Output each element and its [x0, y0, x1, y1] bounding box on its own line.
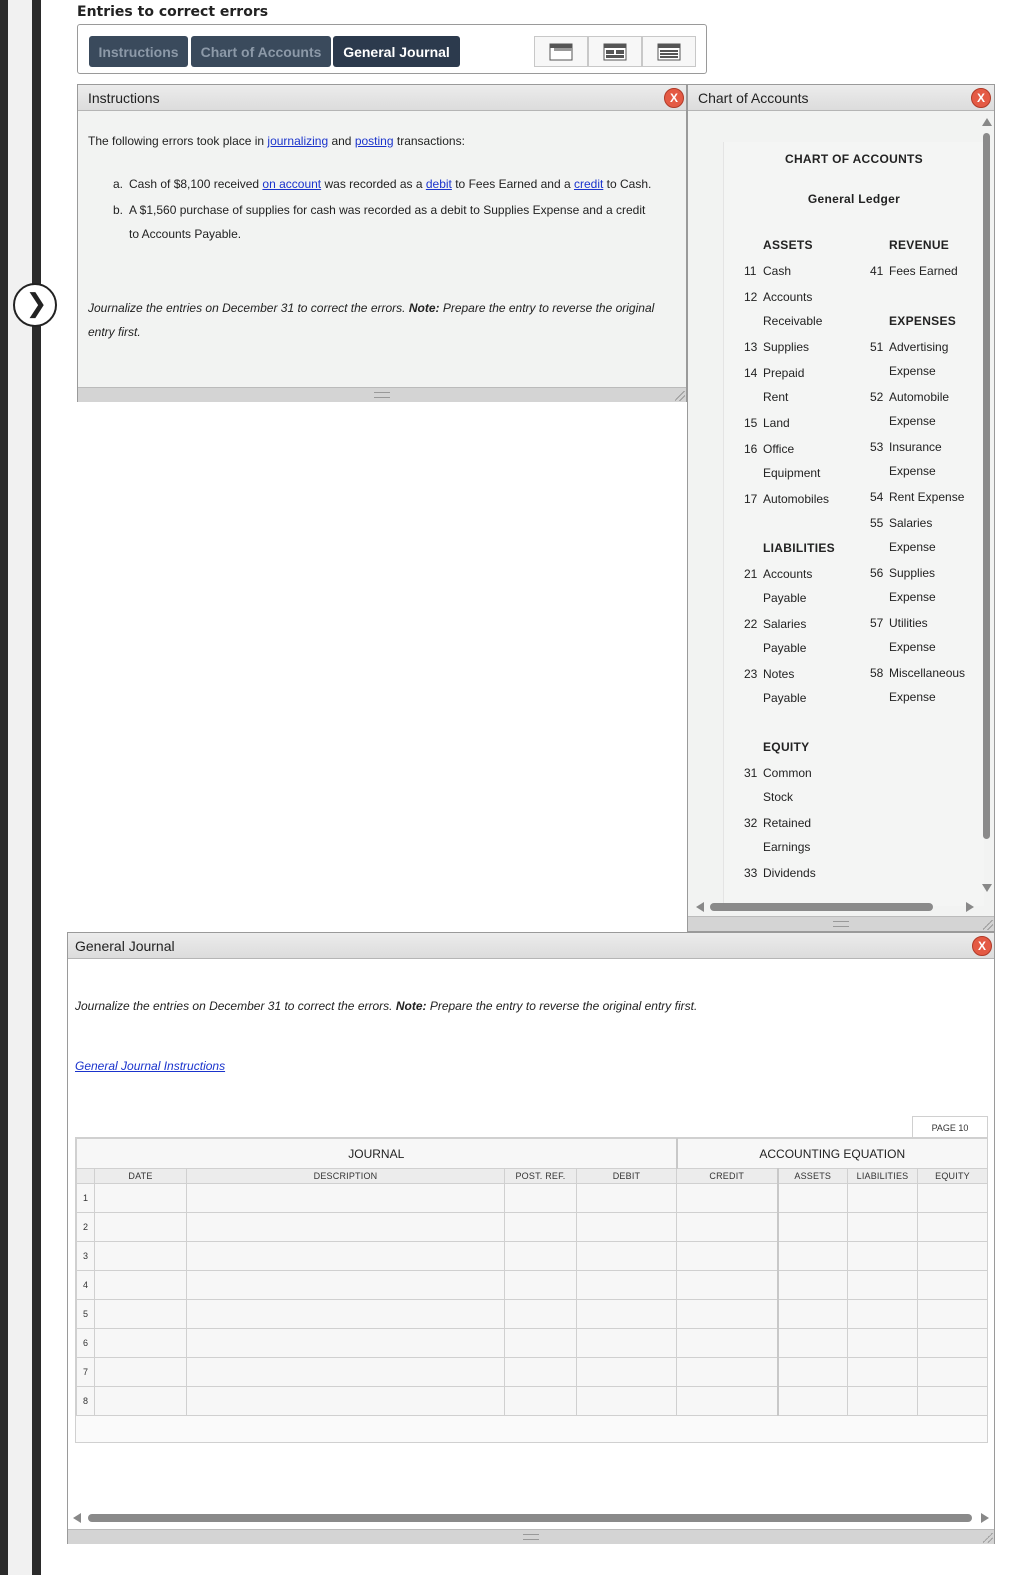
description-cell[interactable] [187, 1184, 505, 1213]
account-name-cont: Expense [889, 690, 936, 704]
debit-cell[interactable] [577, 1271, 677, 1300]
assets-cell[interactable] [778, 1242, 848, 1271]
error-item-b-line2: to Accounts Payable. [129, 227, 242, 241]
account-number: 15 [744, 416, 758, 430]
table-row [77, 1329, 988, 1358]
account-number: 23 [744, 667, 758, 681]
account-name: Utilities [889, 616, 928, 630]
equity-cell[interactable] [918, 1387, 988, 1416]
account-name: Prepaid [763, 366, 805, 380]
account-name: Notes [763, 667, 795, 681]
account-name: Land [763, 416, 790, 430]
assets-cell[interactable] [778, 1213, 848, 1242]
close-icon[interactable]: X [972, 936, 992, 956]
account-name: Insurance [889, 440, 942, 454]
date-cell[interactable] [95, 1329, 187, 1358]
credit-link[interactable]: credit [573, 177, 604, 191]
equity-cell[interactable] [918, 1271, 988, 1300]
account-name-cont: Expense [889, 540, 936, 554]
chart-of-accounts-panel [687, 84, 995, 932]
account-name-cont: Stock [763, 790, 794, 804]
liabilities-cell[interactable] [848, 1387, 918, 1416]
accounting-equation-header: ACCOUNTING EQUATION [677, 1139, 988, 1169]
credit-cell[interactable] [677, 1213, 778, 1242]
account-name-cont: Expense [889, 640, 936, 654]
coa-heading: CHART OF ACCOUNTS [785, 152, 923, 166]
description-cell[interactable] [187, 1387, 505, 1416]
scroll-down-icon[interactable] [982, 884, 992, 892]
on-account-link[interactable]: on account [262, 177, 322, 191]
column-header-debit: DEBIT [577, 1169, 677, 1184]
account-name-cont: Earnings [763, 840, 811, 854]
posting-link[interactable]: posting [354, 134, 394, 148]
account-name-cont: Expense [889, 464, 936, 478]
table-row [77, 1300, 988, 1329]
column-header-date: DATE [95, 1169, 187, 1184]
account-name-cont: Payable [763, 691, 807, 705]
tab-instructions[interactable]: Instructions [89, 36, 188, 67]
account-name-cont: Expense [889, 364, 936, 378]
account-name: Fees Earned [889, 264, 958, 278]
date-cell[interactable] [95, 1271, 187, 1300]
equity-cell[interactable] [918, 1329, 988, 1358]
coa-resize-bar[interactable] [688, 916, 994, 931]
account-number: 33 [744, 866, 758, 880]
credit-cell[interactable] [677, 1387, 778, 1416]
account-number: 21 [744, 567, 758, 581]
account-name: Advertising [889, 340, 949, 354]
assets-heading: ASSETS [763, 238, 813, 252]
account-name: Miscellaneous [889, 666, 966, 680]
scroll-right-icon[interactable] [981, 1513, 989, 1523]
account-number: 31 [744, 766, 758, 780]
assets-cell[interactable] [778, 1358, 848, 1387]
assets-cell[interactable] [778, 1184, 848, 1213]
expand-arrow-icon[interactable]: ❯ [13, 283, 57, 327]
account-number: 12 [744, 290, 758, 304]
assets-cell[interactable] [778, 1329, 848, 1358]
account-name: Dividends [763, 866, 816, 880]
account-name-cont: Payable [763, 641, 807, 655]
row-number: 3 [77, 1242, 95, 1271]
account-number: 57 [870, 616, 884, 630]
debit-cell[interactable] [577, 1329, 677, 1358]
date-cell[interactable] [95, 1213, 187, 1242]
resize-corner-icon[interactable] [983, 1533, 993, 1543]
account-number: 41 [870, 264, 884, 278]
account-number: 51 [870, 340, 884, 354]
task-line2: entry first. [88, 325, 141, 339]
row-number: 6 [77, 1329, 95, 1358]
assets-cell[interactable] [778, 1300, 848, 1329]
debit-cell[interactable] [577, 1213, 677, 1242]
account-name: Office [763, 442, 795, 456]
equity-cell[interactable] [918, 1358, 988, 1387]
column-header-post-ref: POST. REF. [505, 1169, 577, 1184]
instructions-intro: The following errors took place in journalizing and posting transactions: [88, 134, 465, 148]
liabilities-cell[interactable] [848, 1300, 918, 1329]
page-label: PAGE 10 [912, 1116, 988, 1138]
scroll-left-icon[interactable] [73, 1513, 81, 1523]
error-item-a-marker: a. [113, 177, 124, 191]
close-icon[interactable]: X [971, 88, 991, 108]
gj-instructions-link[interactable]: General Journal Instructions [75, 1059, 226, 1073]
column-header-liabilities: LIABILITIES [848, 1169, 918, 1184]
post-ref-cell[interactable] [505, 1300, 577, 1329]
table-row [77, 1387, 988, 1416]
page-title: Entries to correct errors [77, 4, 269, 20]
credit-cell[interactable] [677, 1242, 778, 1271]
account-name: Accounts [763, 567, 813, 581]
equity-heading: EQUITY [763, 740, 810, 754]
row-number: 7 [77, 1358, 95, 1387]
table-row [77, 1213, 988, 1242]
instructions-panel-title: Instructions [78, 85, 686, 111]
column-header-description: DESCRIPTION [187, 1169, 505, 1184]
account-number: 16 [744, 442, 758, 456]
account-number: 55 [870, 516, 884, 530]
coa-content [723, 142, 984, 906]
credit-cell[interactable] [677, 1271, 778, 1300]
account-name-cont: Expense [889, 590, 936, 604]
row-number: 5 [77, 1300, 95, 1329]
account-name-cont: Equipment [763, 466, 821, 480]
account-number: 13 [744, 340, 758, 354]
debit-cell[interactable] [577, 1300, 677, 1329]
grip-icon [833, 921, 849, 927]
credit-cell[interactable] [677, 1358, 778, 1387]
account-name: Salaries [889, 516, 933, 530]
post-ref-cell[interactable] [505, 1329, 577, 1358]
equity-cell[interactable] [918, 1300, 988, 1329]
account-name: Supplies [763, 340, 810, 354]
resize-corner-icon[interactable] [983, 920, 993, 930]
account-number: 14 [744, 366, 758, 380]
resize-corner-icon[interactable] [675, 391, 685, 401]
expenses-heading: EXPENSES [889, 314, 957, 328]
post-ref-cell[interactable] [505, 1271, 577, 1300]
table-row [77, 1271, 988, 1300]
debit-cell[interactable] [577, 1242, 677, 1271]
description-cell[interactable] [187, 1329, 505, 1358]
coa-panel-title: Chart of Accounts [688, 85, 994, 111]
close-icon[interactable]: X [664, 88, 684, 108]
account-name-cont: Expense [889, 414, 936, 428]
left-rail-edge [32, 0, 41, 1575]
layout-single-icon[interactable] [534, 36, 588, 67]
tab-general-journal[interactable]: General Journal [333, 36, 460, 67]
column-header-assets: ASSETS [778, 1169, 848, 1184]
credit-cell[interactable] [677, 1329, 778, 1358]
liabilities-cell[interactable] [848, 1271, 918, 1300]
account-name-cont: Receivable [763, 314, 823, 328]
post-ref-cell[interactable] [505, 1184, 577, 1213]
general-journal-panel [67, 932, 995, 1544]
account-number: 11 [744, 264, 757, 278]
post-ref-cell[interactable] [505, 1358, 577, 1387]
debit-cell[interactable] [577, 1387, 677, 1416]
account-number: 58 [870, 666, 884, 680]
account-name: Salaries [763, 617, 807, 631]
account-number: 53 [870, 440, 884, 454]
table-row [77, 1242, 988, 1271]
date-cell[interactable] [95, 1184, 187, 1213]
row-number: 4 [77, 1271, 95, 1300]
layout-list-icon[interactable] [642, 36, 696, 67]
account-name-cont: Payable [763, 591, 807, 605]
journal-table [76, 1138, 988, 1416]
account-number: 56 [870, 566, 884, 580]
coa-vertical-scrollbar[interactable] [983, 133, 990, 839]
tab-chart-of-accounts[interactable]: Chart of Accounts [191, 36, 331, 67]
journal-header: JOURNAL [77, 1139, 677, 1169]
scroll-right-icon[interactable] [966, 902, 974, 912]
gj-task: Journalize the entries on December 31 to correct the errors. Note: Prepare the entry to reverse the original entry first. [75, 999, 698, 1013]
account-name: Automobiles [763, 492, 830, 506]
debit-link[interactable]: debit [425, 177, 452, 191]
assets-cell[interactable] [778, 1271, 848, 1300]
left-rail-track [8, 0, 32, 1575]
liabilities-heading: LIABILITIES [763, 541, 835, 555]
description-cell[interactable] [187, 1300, 505, 1329]
toolbar [77, 24, 707, 74]
liabilities-cell[interactable] [848, 1329, 918, 1358]
debit-cell[interactable] [577, 1358, 677, 1387]
account-name-cont: Rent [763, 390, 789, 404]
coa-horizontal-scrollbar[interactable] [710, 903, 933, 911]
layout-split-icon[interactable] [588, 36, 642, 67]
error-item-b-marker: b. [113, 203, 124, 217]
description-cell[interactable] [187, 1213, 505, 1242]
error-item-a: Cash of $8,100 received on account was recorded as a debit to Fees Earned and a credit to Cash. [129, 177, 652, 191]
date-cell[interactable] [95, 1242, 187, 1271]
account-name: Cash [763, 264, 792, 278]
account-number: 22 [744, 617, 758, 631]
gj-resize-bar[interactable] [68, 1529, 994, 1544]
account-number: 52 [870, 390, 884, 404]
scroll-up-icon[interactable] [982, 118, 992, 126]
revenue-heading: REVENUE [889, 238, 950, 252]
column-header-equity: EQUITY [918, 1169, 988, 1184]
date-cell[interactable] [95, 1387, 187, 1416]
account-name: Common [763, 766, 812, 780]
account-number: 17 [744, 492, 758, 506]
liabilities-cell[interactable] [848, 1213, 918, 1242]
post-ref-cell[interactable] [505, 1242, 577, 1271]
assets-cell[interactable] [778, 1387, 848, 1416]
instructions-resize-bar[interactable] [78, 387, 686, 402]
date-cell[interactable] [95, 1300, 187, 1329]
row-number: 1 [77, 1184, 95, 1213]
account-name: Rent Expense [889, 490, 965, 504]
liabilities-cell[interactable] [848, 1184, 918, 1213]
account-name: Automobile [889, 390, 950, 404]
column-header-credit: CREDIT [677, 1169, 778, 1184]
description-cell[interactable] [187, 1358, 505, 1387]
table-row [77, 1358, 988, 1387]
row-number: 2 [77, 1213, 95, 1242]
post-ref-cell[interactable] [505, 1213, 577, 1242]
task-line1: Journalize the entries on December 31 to correct the errors. Note: Prepare the entry to reverse the original [88, 301, 655, 315]
gj-horizontal-scrollbar[interactable] [88, 1514, 972, 1522]
date-cell[interactable] [95, 1358, 187, 1387]
journalizing-link[interactable]: journalizing [267, 134, 329, 148]
gj-panel-title: General Journal [68, 933, 994, 959]
grip-icon [374, 392, 390, 398]
account-number: 54 [870, 490, 884, 504]
row-number: 8 [77, 1387, 95, 1416]
post-ref-cell[interactable] [505, 1387, 577, 1416]
liabilities-cell[interactable] [848, 1242, 918, 1271]
credit-cell[interactable] [677, 1300, 778, 1329]
equity-cell[interactable] [918, 1242, 988, 1271]
equity-cell[interactable] [918, 1184, 988, 1213]
row-number-header [77, 1169, 95, 1184]
account-name: Accounts [763, 290, 813, 304]
liabilities-cell[interactable] [848, 1358, 918, 1387]
coa-subheading: General Ledger [807, 192, 901, 206]
account-name: Retained [763, 816, 812, 830]
left-rail [0, 0, 8, 1575]
grip-icon [523, 1534, 539, 1540]
credit-cell[interactable] [677, 1184, 778, 1213]
account-name: Supplies [889, 566, 936, 580]
account-number: 32 [744, 816, 758, 830]
debit-cell[interactable] [577, 1184, 677, 1213]
description-cell[interactable] [187, 1242, 505, 1271]
table-row [77, 1184, 988, 1213]
equity-cell[interactable] [918, 1213, 988, 1242]
description-cell[interactable] [187, 1271, 505, 1300]
instructions-panel [77, 84, 687, 402]
scroll-left-icon[interactable] [696, 902, 704, 912]
error-item-b-line1: A $1,560 purchase of supplies for cash was recorded as a debit to Supplies Expense and a credit [129, 203, 646, 217]
